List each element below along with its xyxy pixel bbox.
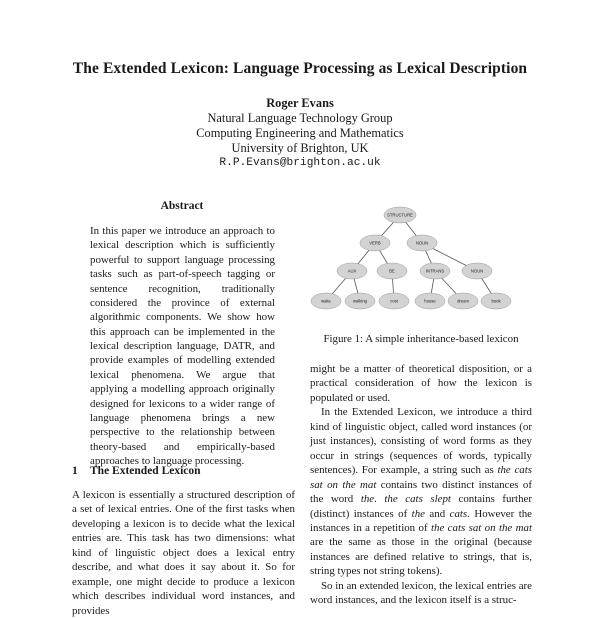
affiliation-line-1: Natural Language Technology Group bbox=[207, 111, 393, 125]
paragraph-1: might be a matter of theoretical disposition, or a practical consideration of how the lexicon is populated or used. bbox=[310, 363, 532, 404]
node-label-be: BE bbox=[389, 268, 395, 274]
node-label-noun2: NOUN bbox=[470, 268, 484, 274]
leaf-label-wake: wake bbox=[321, 298, 331, 304]
leaf-label-house: house bbox=[424, 298, 436, 304]
paper-title: The Extended Lexicon: Language Processing as Lexical Description bbox=[72, 60, 528, 77]
paragraph-2: In the Extended Lexicon, we introduce a third kind of linguistic object, called word instances (or just instances), consisting of word forms as they occur in strings (sequences of words, typically sentences). For example, a string such as the cats sat on the mat contains two distinct instances of the word the. the cats slept contains further (distinct) instances of the and cats. However the instances in a repetition of the cats sat on the mat are the same as those in the original (because instances are defined relative to strings, that is, string types not string tokens). bbox=[310, 406, 533, 578]
abstract-text: In this paper we introduce an approach to lexical description which is sufficiently powerful to support language processing tasks such as part-of-speech tagging or sentence recognition, traditionally considered the province of external algorithmic components. We show how this approach can be implemented in the lexical description language, DATR, and provide examples of modelling extended lexical phenomena. We argue that applying a modelling approach originally designed for lexicons to a wider range of language phenomena brings a new perspective to the relationship between theory-based and empirically-based approaches to language processing. bbox=[90, 225, 275, 467]
abstract-heading: Abstract bbox=[160, 200, 204, 212]
author-name: Roger Evans bbox=[266, 96, 334, 110]
leaf-label-dream: dream bbox=[457, 298, 469, 304]
node-label-aux: AUX bbox=[347, 268, 357, 274]
leaf-label-cost: cost bbox=[390, 298, 398, 304]
right-column-text bbox=[310, 362, 532, 608]
figure-edges bbox=[326, 212, 496, 301]
affiliation-line-3: University of Brighton, UK bbox=[231, 141, 369, 155]
affiliation-line-2: Computing Engineering and Mathematics bbox=[196, 126, 404, 140]
figure-caption: Figure 1: A simple inheritance-based lexicon bbox=[323, 333, 519, 345]
node-label-intrans: INTRANS bbox=[425, 268, 445, 274]
section-1-text: A lexicon is essentially a structured description of a set of lexical entries. One of the first tasks when developing a lexicon is to decide what the lexical entries are. This task has two dimensions: what kind of linguistic object does a lexical entry describe, and what does it say about it. So for example, one might decide to produce a lexicon which describes individual word instances, and provides bbox=[72, 489, 295, 617]
node-label-verb: VERB bbox=[369, 240, 381, 246]
paragraph-3: So in an extended lexicon, the lexical entries are word instances, and the lexicon itself is a struc- bbox=[310, 579, 532, 607]
section-title: The Extended Lexicon bbox=[90, 465, 201, 477]
author-block bbox=[0, 96, 600, 171]
section-1-heading bbox=[72, 465, 201, 477]
node-label-structure: STRUCTURE bbox=[387, 212, 413, 218]
leaf-label-walking: walking bbox=[353, 298, 367, 304]
section-number: 1 bbox=[72, 465, 78, 477]
leaf-label-book: book bbox=[491, 298, 501, 304]
inheritance-lexicon-figure bbox=[310, 200, 532, 320]
node-label-noun: NOUN bbox=[415, 240, 429, 246]
author-email: R.P.Evans@brighton.ac.uk bbox=[219, 157, 381, 169]
